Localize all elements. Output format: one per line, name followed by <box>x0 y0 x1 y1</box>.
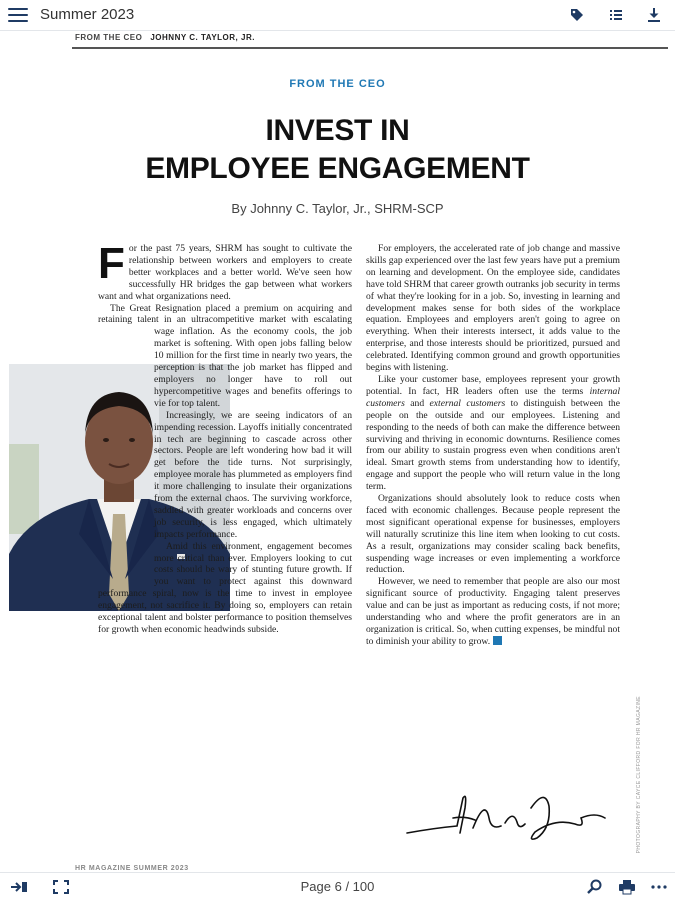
right-paragraph-2 <box>366 374 620 493</box>
left-paragraph-1-text: or the past 75 years, SHRM has sought to cultivate the relationship between workers and employers to create better workplaces and a better world. We've seen how successfully HR bridges the gap between what workers want and what organizations need. <box>98 243 352 302</box>
article-left-column <box>98 239 352 636</box>
emphasis-external-customers: external customers <box>429 397 506 409</box>
left-paragraph-2-text: The Great Resignation placed a premium on acquiring and retaining talent in an ultracompetitive market with escalating wage inflation. <box>98 302 352 338</box>
header-rule <box>72 47 668 49</box>
left-paragraph-2 <box>98 303 352 410</box>
right-paragraph-2-text-a: Like your customer base, employees represent your growth potential. In fact, HR leaders often use the terms <box>366 373 620 397</box>
signature-image <box>405 788 610 846</box>
left-paragraph-1 <box>98 239 352 303</box>
list-icon[interactable] <box>608 7 624 23</box>
right-paragraph-4 <box>366 576 620 647</box>
article-right-column <box>366 243 620 648</box>
running-footer: HR MAGAZINE SUMMER 2023 <box>75 865 189 872</box>
end-mark-icon <box>493 636 502 645</box>
running-header-author: JOHNNY C. TAYLOR, JR. <box>150 33 255 42</box>
drop-cap: F <box>98 239 125 288</box>
running-header <box>75 33 255 42</box>
emphasis-internal-customers: internal customers <box>366 385 620 409</box>
headline-line-2: EMPLOYEE ENGAGEMENT <box>145 152 530 185</box>
photo-wrap-spacer <box>8 328 148 580</box>
section-label: FROM THE CEO <box>289 78 386 90</box>
left-paragraph-2-text-wrapped: As the economy cools, the job market is softening. With open jobs falling below 10 million for the first time in nearly two years, the perception is that the job market has flipped and employers no longer have to roll out hypercompetitive wages and benefits offerings to vie for top talent. <box>154 326 352 409</box>
right-paragraph-2-text-b: and <box>404 397 430 409</box>
tag-icon[interactable] <box>569 7 585 23</box>
right-paragraph-3: Organizations should absolutely look to reduce costs when faced with economic challenges. Because people represent the most significant operational expense for businesses, employers will naturally scrutinize this line item when looking to cut costs. As a result, organizations may consider scaling back benefits, suspending wage increases or even implementing a workforce reduction. <box>366 493 620 576</box>
running-header-section: FROM THE CEO <box>75 33 143 42</box>
headline <box>0 112 675 188</box>
top-toolbar <box>0 0 675 31</box>
menu-icon[interactable] <box>8 8 28 22</box>
photo-credit: PHOTOGRAPHY BY CAYCE CLIFFORD FOR HR MAGAZINE <box>636 696 642 854</box>
byline: By Johnny C. Taylor, Jr., SHRM-SCP <box>231 201 444 216</box>
page-indicator: Page 6 / 100 <box>300 879 375 894</box>
issue-title: Summer 2023 <box>40 6 135 23</box>
right-paragraph-2-text-c: to distinguish between the people on the outside and our employees. Listening and responding to the needs of both can make the difference between surviving and thriving in economic downturns. Resilience comes from our ability to sustain progress even when conditions aren't ideal. Smart growth stems from understanding how to identify, engage and support the people who will return value in the long term. <box>366 397 620 493</box>
headline-line-1: INVEST IN <box>265 114 410 147</box>
more-icon[interactable] <box>650 879 668 895</box>
bottom-toolbar <box>0 872 675 901</box>
right-paragraph-1: For employers, the accelerated rate of job change and massive skills gap experienced over the last few years have put a premium on learning and development. On the employee side, candidates have told SHRM that career growth outranks job security in terms of what they're looking for in a job. So, investing in learning and development makes sense for both sides of the workplace equation. Employees and employers aren't going to agree on everything. When their interests intersect, it adds value to the enterprise, and those interests should be prioritized, pursued and celebrated. Identifying common ground and growth opportunities begins with listening. <box>366 243 620 374</box>
left-paragraph-3: Increasingly, we are seeing indicators of an impending recession. Layoffs initially concentrated in tech are beginning to cascade across other sectors. People are left wondering how bad it will get before the tide turns. Not surprisingly, employee morale has plummeted as employers find it more challenging to insulate their organizations from the external chaos. The surviving workforce, saddled with greater workloads and concerns over job security, is less engaged, which ultimately impacts performance. <box>154 409 352 540</box>
print-icon[interactable] <box>618 879 636 895</box>
download-icon[interactable] <box>646 7 662 23</box>
search-icon[interactable] <box>586 879 604 895</box>
right-paragraph-4-text: However, we need to remember that people are also our most significant source of productivity. Engaging talent preserves value and can be just as important as reducing costs, if not more; understanding who and where the profit generators are in an organization is critical. So, when cutting expenses, be mindful not to diminish your ability to grow. <box>366 576 620 647</box>
left-paragraph-4: Amid this environment, engagement becomes more critical than ever. Employers looking to cut costs should be wary of stunting future growth. If you want to protect against this downward performance spiral, now is the time to invest in employee engagement, not sacrifice it. By doing so, employers can retain exceptional talent and bolster performance to position themselves for growth when economic headwinds subside. <box>98 540 352 635</box>
